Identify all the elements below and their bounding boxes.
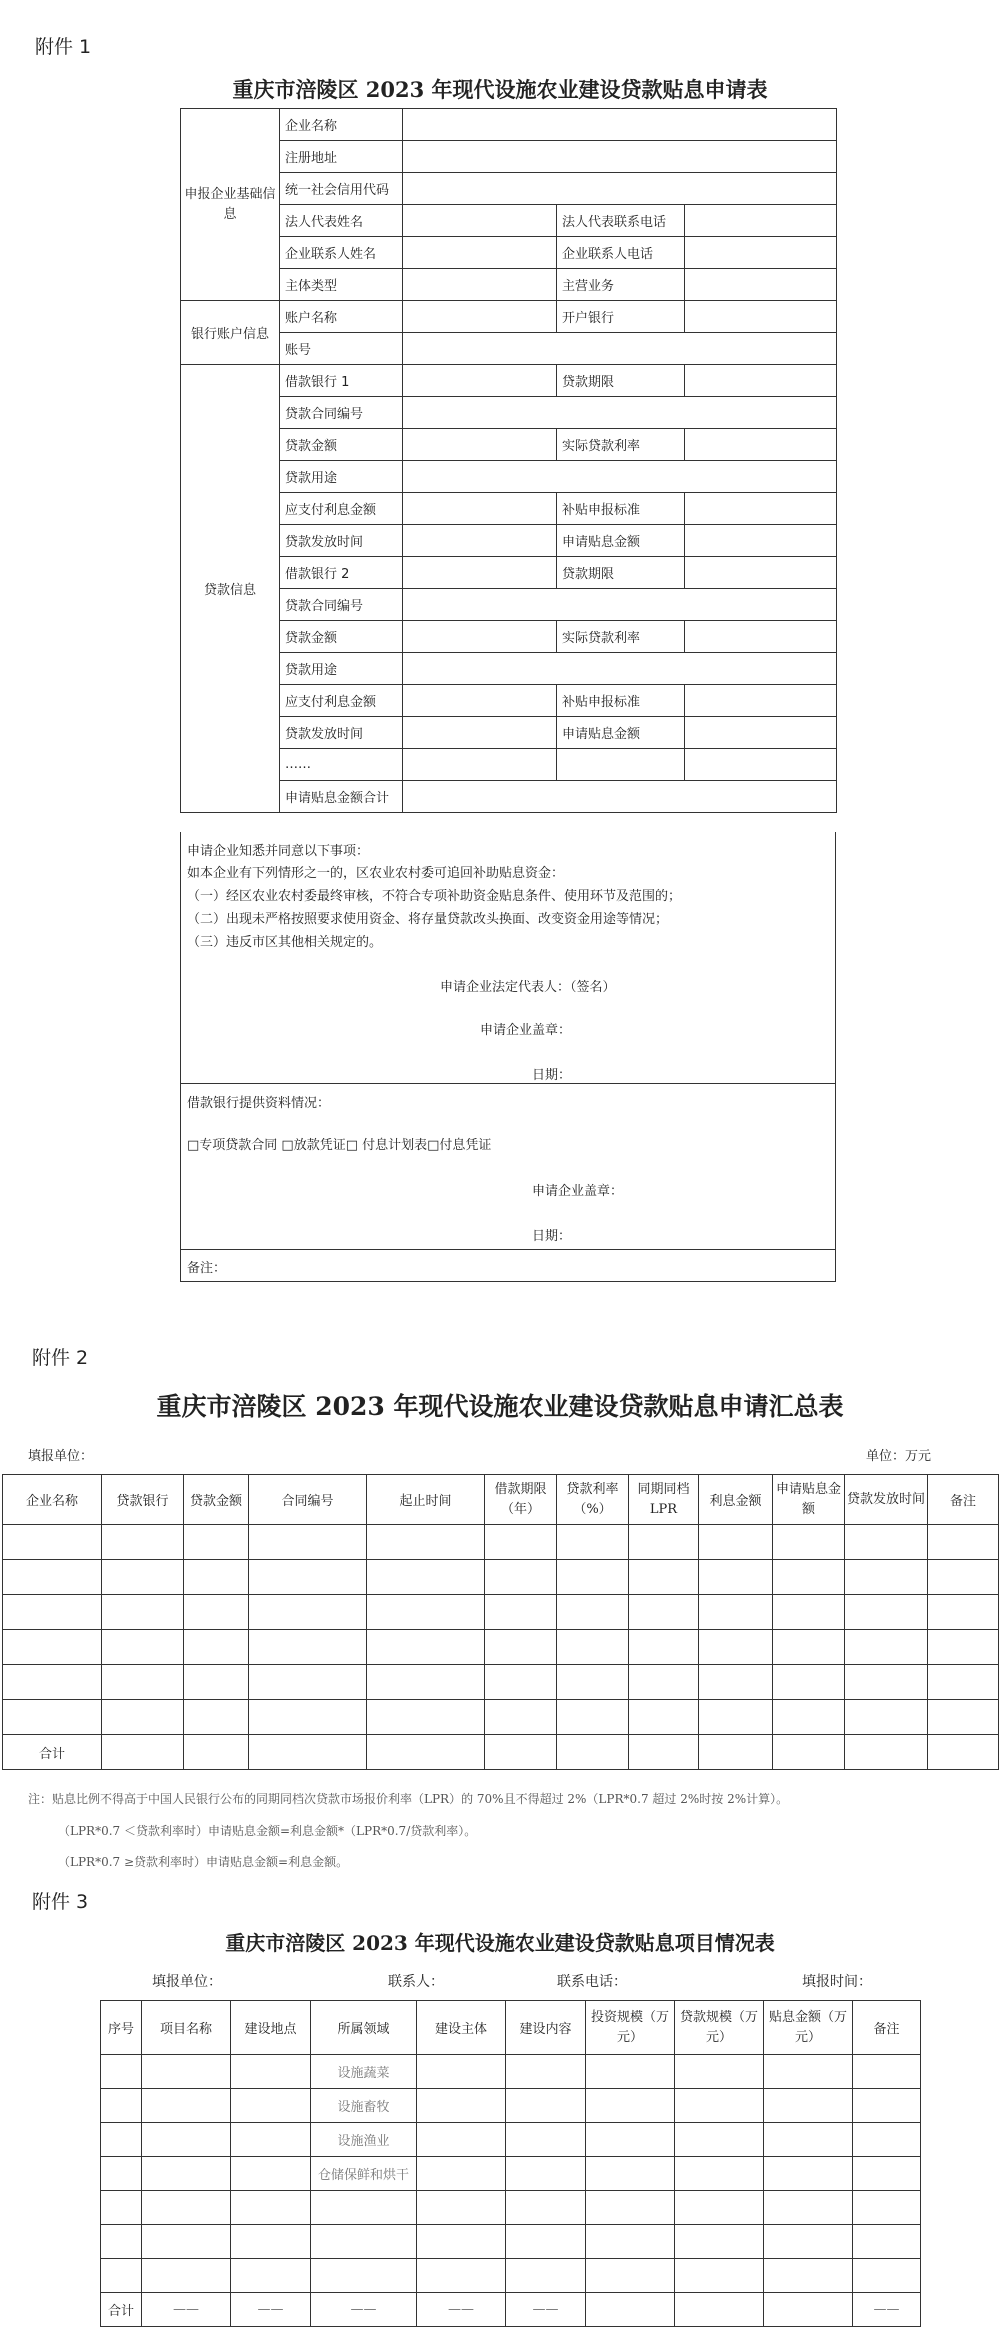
table-row[interactable] (101, 2157, 921, 2191)
att2-header: 同期同档LPR (629, 1475, 699, 1525)
label-contact-name: 企业联系人姓名 (280, 237, 403, 269)
table-row[interactable] (3, 1525, 999, 1560)
label-amount-2: 贷款金额 (280, 621, 403, 653)
att2-header: 合同编号 (249, 1475, 367, 1525)
value-reg-address[interactable] (403, 141, 837, 173)
bank-checkboxes[interactable]: □专项贷款合同 □放款凭证□ 付息计划表□付息凭证 (187, 1138, 492, 1153)
project-table (100, 2000, 921, 2327)
value-company-name[interactable] (403, 109, 837, 141)
label-open-bank: 开户银行 (557, 301, 685, 333)
agree-line-5: （三）违反市区其他相关规定的。 (187, 935, 383, 950)
att2-header: 备注 (928, 1475, 999, 1525)
agree-line-3: （一）经区农业农村委最终审核，不符合专项补助资金贴息条件、使用环节及范围的； (187, 889, 682, 904)
value-subsidy-amt[interactable] (685, 525, 837, 557)
value-subsidy-amt-2[interactable] (685, 717, 837, 749)
value-account-no[interactable] (403, 333, 837, 365)
table-row[interactable] (101, 2055, 921, 2089)
dash-cell: —— (853, 2293, 921, 2327)
table-row[interactable] (101, 2225, 921, 2259)
att3-header: 建设地点 (231, 2001, 311, 2055)
att2-header: 利息金额 (699, 1475, 773, 1525)
section-basic: 申报企业基础信息 (181, 109, 280, 301)
value-ellipsis-1[interactable] (403, 749, 557, 781)
att3-contact: 联系人： (388, 1974, 444, 1990)
label-rate: 实际贷款利率 (557, 429, 685, 461)
agreement-box (180, 832, 836, 1084)
section-loan: 贷款信息 (181, 365, 280, 813)
bank-line-1: 借款银行提供资料情况： (187, 1096, 331, 1111)
value-usage[interactable] (403, 461, 837, 493)
label-interest-due-2: 应支付利息金额 (280, 685, 403, 717)
att3-header: 项目名称 (142, 2001, 231, 2055)
att2-note-3: （LPR*0.7 ≥贷款利率时）申请贴息金额=利息金额。 (58, 1855, 349, 1869)
value-subsidy-std[interactable] (685, 493, 837, 525)
value-interest-due[interactable] (403, 493, 557, 525)
label-usage-2: 贷款用途 (280, 653, 403, 685)
att2-filler: 填报单位： (28, 1449, 94, 1464)
bank-materials-box (180, 1084, 836, 1250)
label-main-business: 主营业务 (557, 269, 685, 301)
att2-header: 借款期限（年） (485, 1475, 557, 1525)
remark-box (180, 1250, 836, 1282)
label-issue-time-2: 贷款发放时间 (280, 717, 403, 749)
label-subsidy-amt: 申请贴息金额 (557, 525, 685, 557)
field-cell: 设施渔业 (311, 2123, 417, 2157)
att3-header: 贷款规模（万元） (675, 2001, 764, 2055)
att3-filler: 填报单位： (152, 1974, 222, 1990)
att2-header: 申请贴息金额 (773, 1475, 845, 1525)
agree-line-4: （二）出现未严格按照要求使用资金、将存量贷款改头换面、改变资金用途等情况； (187, 912, 669, 927)
dash-cell: —— (506, 2293, 586, 2327)
value-term-2[interactable] (685, 557, 837, 589)
agree-seal: 申请企业盖章： (480, 1023, 572, 1038)
table-row[interactable] (3, 1560, 999, 1595)
value-bank2[interactable] (403, 557, 557, 589)
att3-header: 备注 (853, 2001, 921, 2055)
label-amount: 贷款金额 (280, 429, 403, 461)
att2-unit: 单位：万元 (866, 1449, 932, 1464)
value-entity-type[interactable] (403, 269, 557, 301)
att3-header: 贴息金额（万元） (764, 2001, 853, 2055)
label-interest-due: 应支付利息金额 (280, 493, 403, 525)
attachment2-title: 重庆市涪陵区 2023 年现代设施农业建设贷款贴息申请汇总表 (156, 1392, 844, 1421)
table-row[interactable] (3, 1700, 999, 1735)
label-legal-name: 法人代表姓名 (280, 205, 403, 237)
att3-header: 所属领域 (311, 2001, 417, 2055)
total-row[interactable] (101, 2293, 921, 2327)
label-term-2: 贷款期限 (557, 557, 685, 589)
dash-cell: —— (417, 2293, 506, 2327)
attachment3-title: 重庆市涪陵区 2023 年现代设施农业建设贷款贴息项目情况表 (225, 1931, 775, 1955)
table-row[interactable] (3, 1595, 999, 1630)
value-legal-name[interactable] (403, 205, 557, 237)
label-reg-address: 注册地址 (280, 141, 403, 173)
label-subsidy-amt-2: 申请贴息金额 (557, 717, 685, 749)
value-contact-phone[interactable] (685, 237, 837, 269)
table-row[interactable] (101, 2123, 921, 2157)
agree-date: 日期： (532, 1068, 572, 1083)
value-amount[interactable] (403, 429, 557, 461)
field-cell: 仓储保鲜和烘干 (311, 2157, 417, 2191)
field-cell: 设施蔬菜 (311, 2055, 417, 2089)
attachment3-label: 附件 3 (32, 1891, 89, 1913)
att2-header: 贷款利率（%） (557, 1475, 629, 1525)
agree-line-2: 如本企业有下列情形之一的，区农业农村委可追回补助贴息资金： (187, 866, 565, 881)
value-contact-name[interactable] (403, 237, 557, 269)
table-row[interactable] (101, 2191, 921, 2225)
att3-phone: 联系电话： (557, 1974, 627, 1990)
value-ellipsis-3[interactable] (685, 749, 837, 781)
bank-date: 日期： (532, 1229, 572, 1244)
value-subsidy-std-2[interactable] (685, 685, 837, 717)
att3-time: 填报时间： (802, 1974, 872, 1990)
value-amount-2[interactable] (403, 621, 557, 653)
value-issue-time-2[interactable] (403, 717, 557, 749)
value-issue-time[interactable] (403, 525, 557, 557)
attachment1-label: 附件 1 (35, 36, 92, 58)
att3-header: 投资规模（万元） (586, 2001, 675, 2055)
label-bank1: 借款银行 1 (280, 365, 403, 397)
att2-header: 贷款金额 (184, 1475, 249, 1525)
legal-rep-signature: 申请企业法定代表人：（签名） (440, 980, 616, 995)
section-bank: 银行账户信息 (181, 301, 280, 365)
value-open-bank[interactable] (685, 301, 837, 333)
table-row[interactable] (3, 1630, 999, 1665)
label-total: 申请贴息金额合计 (280, 781, 403, 813)
label-ellipsis: …… (280, 749, 403, 781)
value-contract-no-2[interactable] (403, 589, 837, 621)
value-credit-code[interactable] (403, 173, 837, 205)
value-ellipsis-2[interactable] (557, 749, 685, 781)
remark-label: 备注： (187, 1261, 227, 1276)
dash-cell: —— (142, 2293, 231, 2327)
value-total[interactable] (403, 781, 837, 813)
label-rate-2: 实际贷款利率 (557, 621, 685, 653)
att2-note-1: 注：贴息比例不得高于中国人民银行公布的同期同档次贷款市场报价利率（LPR）的 70%且不得超过 2%（LPR*0.7 超过 2%时按 2%计算）。 (28, 1792, 789, 1806)
label-contact-phone: 企业联系人电话 (557, 237, 685, 269)
att2-header: 企业名称 (3, 1475, 102, 1525)
att2-total-label: 合计 (3, 1735, 102, 1770)
label-subsidy-std: 补贴申报标准 (557, 493, 685, 525)
att3-header: 序号 (101, 2001, 142, 2055)
label-usage: 贷款用途 (280, 461, 403, 493)
application-form-table (180, 108, 837, 813)
value-usage-2[interactable] (403, 653, 837, 685)
label-subsidy-std-2: 补贴申报标准 (557, 685, 685, 717)
value-rate-2[interactable] (685, 621, 837, 653)
dash-cell: —— (231, 2293, 311, 2327)
label-account-no: 账号 (280, 333, 403, 365)
att2-header: 起止时间 (367, 1475, 485, 1525)
value-contract-no[interactable] (403, 397, 837, 429)
total-row[interactable] (3, 1735, 999, 1770)
value-main-business[interactable] (685, 269, 837, 301)
att3-total-label: 合计 (101, 2293, 142, 2327)
label-contract-no-2: 贷款合同编号 (280, 589, 403, 621)
table-row[interactable] (3, 1665, 999, 1700)
att3-header: 建设内容 (506, 2001, 586, 2055)
att2-note-2: （LPR*0.7 ＜贷款利率时）申请贴息金额=利息金额*（LPR*0.7/贷款利率）。 (58, 1824, 477, 1838)
label-credit-code: 统一社会信用代码 (280, 173, 403, 205)
att2-header: 贷款发放时间 (845, 1475, 928, 1525)
field-cell: 设施畜牧 (311, 2089, 417, 2123)
table-row[interactable] (101, 2089, 921, 2123)
dash-cell: —— (311, 2293, 417, 2327)
label-term: 贷款期限 (557, 365, 685, 397)
label-issue-time: 贷款发放时间 (280, 525, 403, 557)
label-legal-phone: 法人代表联系电话 (557, 205, 685, 237)
att2-header: 贷款银行 (102, 1475, 184, 1525)
bank-seal: 申请企业盖章： (532, 1184, 624, 1199)
attachment2-label: 附件 2 (32, 1347, 89, 1369)
label-company-name: 企业名称 (280, 109, 403, 141)
label-entity-type: 主体类型 (280, 269, 403, 301)
value-rate[interactable] (685, 429, 837, 461)
agree-line-1: 申请企业知悉并同意以下事项： (187, 844, 370, 859)
value-bank1[interactable] (403, 365, 557, 397)
value-interest-due-2[interactable] (403, 685, 557, 717)
label-contract-no: 贷款合同编号 (280, 397, 403, 429)
summary-table (2, 1474, 999, 1770)
value-account-name[interactable] (403, 301, 557, 333)
value-legal-phone[interactable] (685, 205, 837, 237)
att3-header: 建设主体 (417, 2001, 506, 2055)
value-term[interactable] (685, 365, 837, 397)
table-row[interactable] (101, 2259, 921, 2293)
label-bank2: 借款银行 2 (280, 557, 403, 589)
label-account-name: 账户名称 (280, 301, 403, 333)
attachment1-title: 重庆市涪陵区 2023 年现代设施农业建设贷款贴息申请表 (232, 77, 768, 102)
